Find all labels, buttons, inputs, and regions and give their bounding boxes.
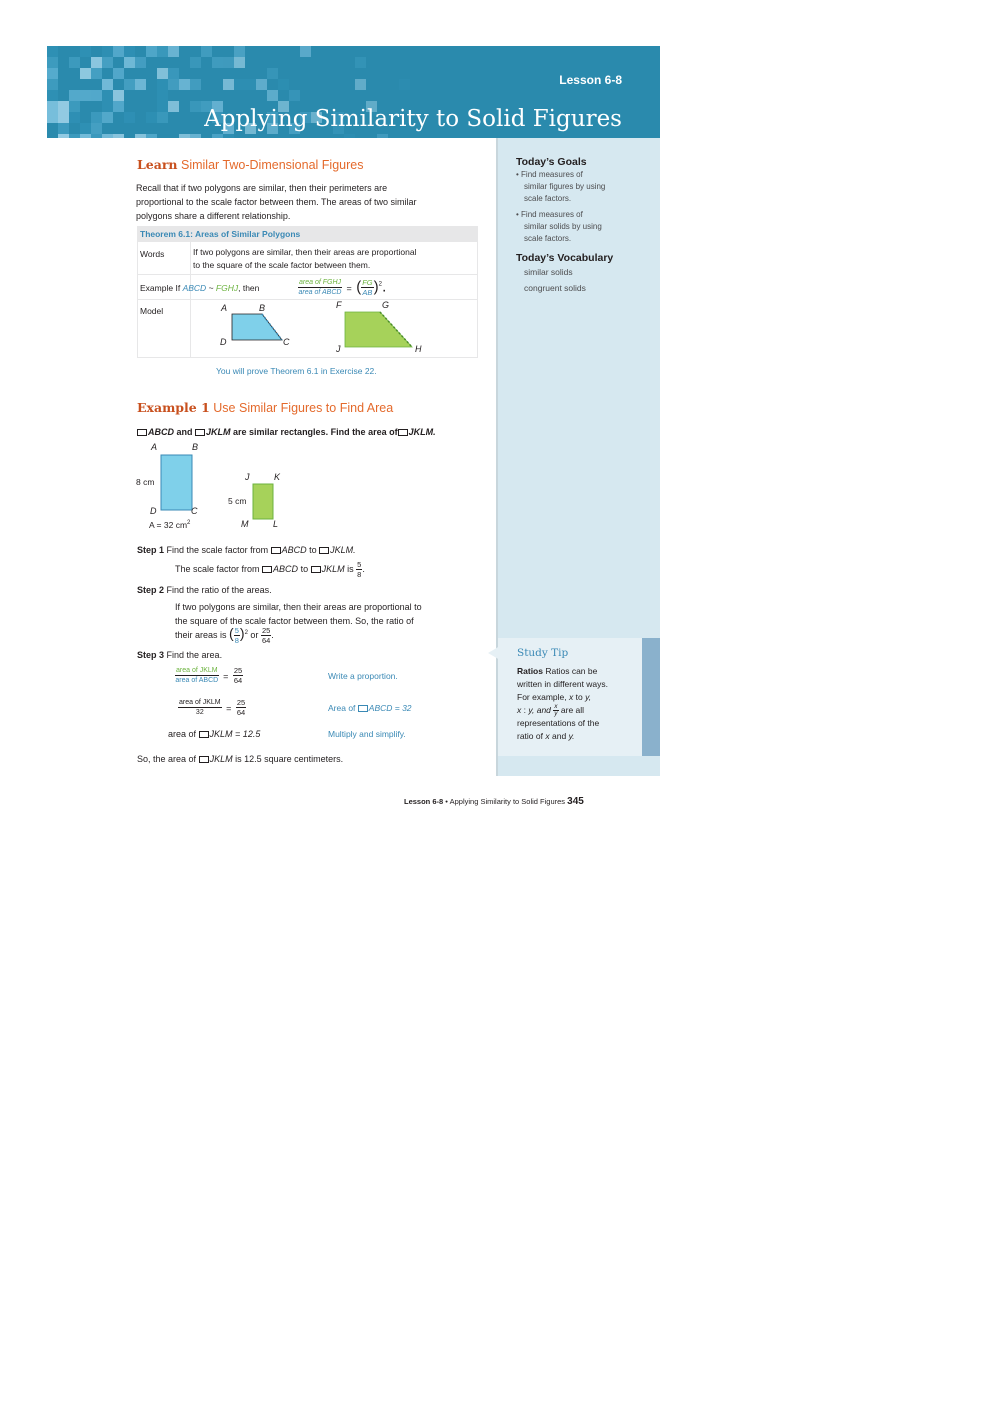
goals-heading: Today’s Goals <box>516 156 587 168</box>
step-1-result: The scale factor from ABCD to JKLM is $\frac{5}{8}$ . <box>175 560 365 579</box>
side-length-label: 8 cm <box>136 477 155 487</box>
vertex-label: M <box>241 519 249 529</box>
vertex-label: D <box>220 337 227 347</box>
vocab-term[interactable]: similar solids <box>524 267 573 277</box>
example-row: Example If ABCD ~ FGHJ, then <box>140 283 260 293</box>
equation-1: $\frac{\text{area of JKLM}}{\text{area of ABCD}}$ = $\frac{25}{64}$ <box>175 666 243 685</box>
goal-item: • Find measures of similar solids by using scale factors. <box>516 210 602 243</box>
study-tip-title: Study Tip <box>517 647 569 659</box>
area-ratio-fraction: $\frac{\text{area of FGHJ}}{\text{area of ABCD}}$ = ( $\frac{FG}{AB}$ )$^2$. <box>298 278 387 297</box>
words-text: If two polygons are similar, then their areas are proportional to the square of the scale factor between them. <box>193 247 417 270</box>
vertex-label: A <box>151 442 158 452</box>
example-prompt: ABCD and JKLM are similar rectangles. Find the area of JKLM. <box>137 425 436 439</box>
rectangle-abcd <box>161 455 192 510</box>
vertex-label: C <box>283 337 290 347</box>
vertex-label: G <box>382 300 390 310</box>
equation-note: Write a proportion. <box>328 671 398 681</box>
step-3: Step 3 Find the area. <box>137 650 223 660</box>
rectangle-icon <box>199 731 209 738</box>
vertex-label: K <box>274 472 281 482</box>
model-figures <box>190 300 478 358</box>
rectangle-icon <box>319 547 329 554</box>
vertex-label: B <box>192 442 199 452</box>
study-tip-body: Ratios Ratios can be written in different ways. For example, x to y, x : y, and $\frac{x}{y}$ are all representations of the ratio of x and y. <box>517 666 609 742</box>
vertex-label: A <box>221 303 228 313</box>
vocab-term[interactable]: congruent solids <box>524 283 586 293</box>
trapezoid-abcd <box>232 314 282 340</box>
vertex-label: L <box>273 519 279 529</box>
equation-3: area of JKLM = 12.5 <box>168 729 261 739</box>
vertex-label: J <box>245 472 250 482</box>
vertex-label: C <box>191 506 198 516</box>
side-length-label: 5 cm <box>228 496 247 506</box>
vertex-label: F <box>336 300 342 310</box>
goal-item: • Find measures of similar figures by using scale factors. <box>516 170 606 203</box>
page-number: 345 <box>567 796 584 807</box>
rectangle-icon <box>137 429 147 436</box>
learn-heading: Learn Similar Two-Dimensional Figures <box>137 157 364 172</box>
step-2: Step 2 Find the ratio of the areas. <box>137 585 272 595</box>
rectangle-icon <box>398 429 408 436</box>
equation-note: Area of ABCD = 32 <box>328 703 412 713</box>
prove-note[interactable]: You will prove Theorem 6.1 in Exercise 22. <box>216 366 377 376</box>
vocabulary-heading: Today’s Vocabulary <box>516 252 614 264</box>
learn-intro: Recall that if two polygons are similar, then their perimeters are proportional to the scale factor between them. The areas of two similar polygons share a different relationship. <box>136 183 417 221</box>
words-label: Words <box>140 249 165 259</box>
rectangle-icon <box>262 566 272 573</box>
step-2-body: If two polygons are similar, then their areas are proportional to the square of the scale factor between them. So, the ratio of <box>175 602 422 626</box>
rectangle-icon <box>311 566 321 573</box>
step-1: Step 1 Find the scale factor from ABCD to JKLM. <box>137 545 356 555</box>
theorem-title: Theorem 6.1: Areas of Similar Polygons <box>137 226 478 242</box>
table-divider <box>137 274 478 275</box>
study-tip-stripe <box>642 638 660 756</box>
vertex-label: H <box>415 344 422 354</box>
lesson-banner <box>47 46 660 138</box>
vertex-label: B <box>259 303 266 313</box>
equation-2: $\frac{\text{area of JKLM}}{32}$ = $\frac{25}{64}$ <box>179 698 246 717</box>
rectangle-icon <box>199 756 209 763</box>
rectangle-icon <box>195 429 205 436</box>
rectangle-jklm <box>253 484 273 519</box>
rectangle-icon <box>358 705 368 712</box>
area-label: A = 32 $cm^2$ <box>149 520 191 530</box>
vertex-label: D <box>150 506 157 516</box>
model-label: Model <box>140 306 164 316</box>
lesson-number: Lesson 6-8 <box>559 73 622 87</box>
trapezoid-fghj <box>345 312 412 347</box>
lesson-title: Applying Similarity to Solid Figures <box>204 106 622 132</box>
page-footer: Lesson 6-8 • Applying Similarity to Solid Figures 345 <box>404 796 584 807</box>
vertex-label: J <box>336 344 341 354</box>
study-tip-pointer <box>488 646 500 660</box>
example-heading: Example 1 Use Similar Figures to Find Area <box>137 400 394 415</box>
rectangle-figures <box>160 452 280 522</box>
rectangle-icon <box>271 547 281 554</box>
conclusion: So, the area of JKLM is 12.5 square centimeters. <box>137 754 344 764</box>
step-2-ratio: their areas is ( $\frac{5}{8}$ )$^2$ or $\frac{25}{64}$ . <box>175 625 274 646</box>
equation-note: Multiply and simplify. <box>328 729 406 739</box>
